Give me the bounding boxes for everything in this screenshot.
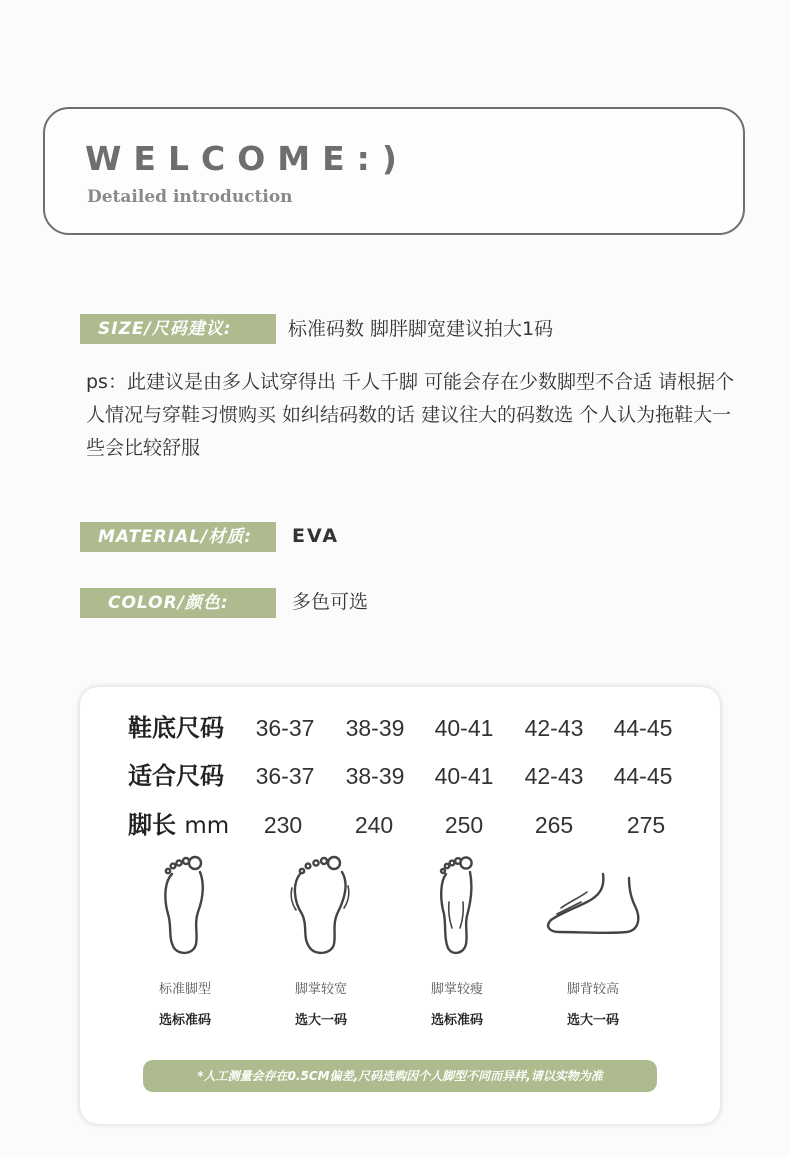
welcome-box <box>43 107 745 235</box>
foot-type-name: 脚掌较宽 <box>294 982 347 997</box>
measurement-note: *人工测量会存在0.5CM偏差,尺码选购因个人脚型不同而异样,请以实物为准 <box>143 1060 657 1092</box>
row-label: 脚长 mm <box>128 811 230 839</box>
table-cell: 250 <box>444 812 484 838</box>
color-tag: COLOR/颜色: <box>80 588 276 618</box>
material-tag: MATERIAL/材质: <box>80 522 276 552</box>
high-instep-foot-icon <box>541 852 645 956</box>
foot-type-advice: 选大一码 <box>566 1013 619 1028</box>
table-cell: 240 <box>354 812 394 838</box>
standard-foot-icon <box>150 852 220 956</box>
table-cell: 42-43 <box>524 715 584 741</box>
table-cell: 230 <box>263 812 303 838</box>
table-cell: 38-39 <box>345 715 405 741</box>
table-cell: 265 <box>534 812 574 838</box>
wide-foot-icon <box>286 852 356 956</box>
table-cell: 38-39 <box>345 763 405 789</box>
table-cell: 40-41 <box>434 715 494 741</box>
thin-foot-icon <box>422 852 492 956</box>
welcome-title: WELCOME:) <box>85 139 409 178</box>
table-cell: 275 <box>626 812 666 838</box>
foot-type-name: 脚背较高 <box>566 982 619 997</box>
foot-type-thin <box>392 852 522 1028</box>
table-row-fit-size <box>80 756 720 796</box>
table-cell: 36-37 <box>255 763 315 789</box>
row-label: 适合尺码 <box>128 762 224 790</box>
table-row-sole-size <box>80 708 720 748</box>
foot-type-advice: 选大一码 <box>294 1013 347 1028</box>
table-cell: 40-41 <box>434 763 494 789</box>
material-value: EVA <box>292 525 340 547</box>
table-cell: 36-37 <box>255 715 315 741</box>
table-cell: 44-45 <box>613 715 673 741</box>
foot-type-wide <box>256 852 386 1028</box>
row-label: 鞋底尺码 <box>128 714 224 742</box>
welcome-subtitle: Detailed introduction <box>87 187 293 207</box>
table-cell: 42-43 <box>524 763 584 789</box>
foot-type-name: 脚掌较瘦 <box>430 982 483 997</box>
table-row-foot-length <box>80 805 720 845</box>
foot-type-standard <box>120 852 250 1028</box>
foot-type-name: 标准脚型 <box>158 982 211 997</box>
size-value: 标准码数 脚胖脚宽建议拍大1码 <box>288 318 554 340</box>
foot-type-high-instep <box>528 852 658 1028</box>
ps-note: ps：此建议是由多人试穿得出 千人千脚 可能会存在少数脚型不合适 请根据个人情况与穿鞋习惯购买 如纠结码数的话 建议往大的码数选 个人认为拖鞋大一些会比较舒服 <box>86 371 735 459</box>
color-value: 多色可选 <box>292 591 369 613</box>
foot-type-advice: 选标准码 <box>430 1013 483 1028</box>
size-tag: SIZE/尺码建议: <box>80 314 276 344</box>
foot-type-advice: 选标准码 <box>158 1013 211 1028</box>
table-cell: 44-45 <box>613 763 673 789</box>
size-chart-card <box>80 687 720 1124</box>
